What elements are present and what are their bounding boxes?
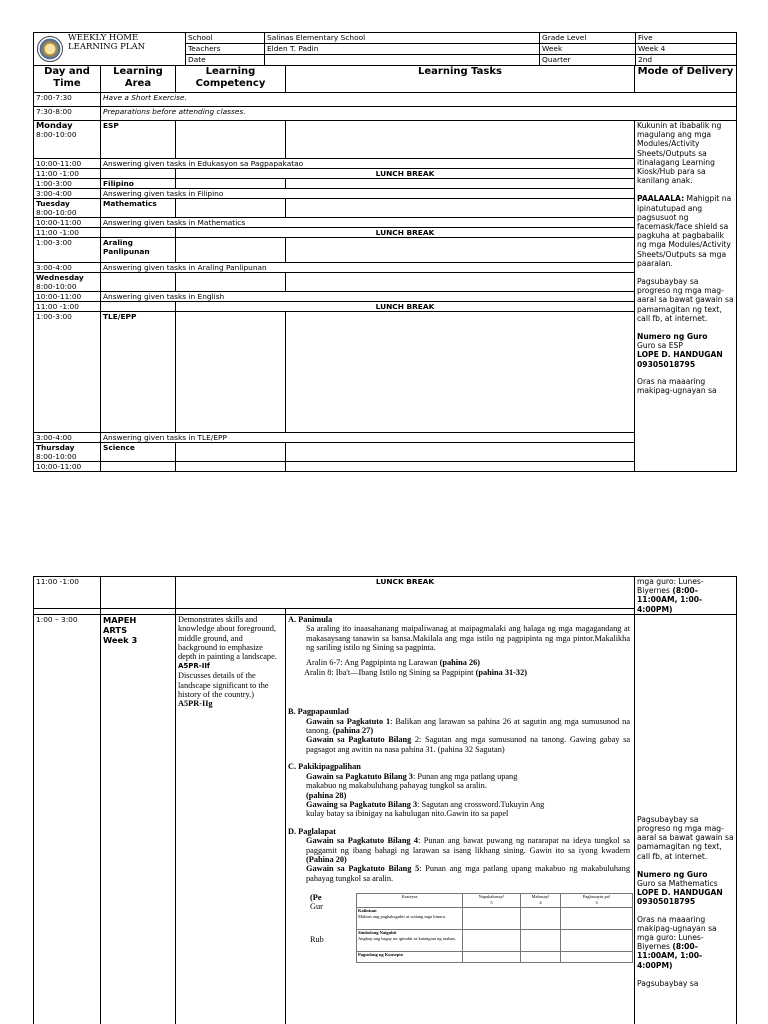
time-cell: 3:00-4:00 xyxy=(34,433,101,443)
task-text: Answering given tasks in Mathematics xyxy=(101,218,635,228)
weekly-plan-page-1 xyxy=(33,32,736,510)
time-cell: 1:00-3:00 xyxy=(34,179,101,189)
time-cell: 1:00-3:00 xyxy=(34,238,101,263)
header-logo-cell xyxy=(34,33,186,66)
col-area: Learning Area xyxy=(101,66,176,93)
week-label: Week xyxy=(540,44,636,55)
time-cell: 11:00 -1:00 xyxy=(34,169,101,179)
date-label: Date xyxy=(186,55,265,66)
week-value: Week 4 xyxy=(636,44,737,55)
time-cell: 3:00-4:00 xyxy=(34,189,101,199)
mode-of-delivery-cell: Kukunin at ibabalik ng magulang ang mga Modules/Activity Sheets/Outputs sa itinalagang Learning Kiosk/Hub para sa kanilang anak. PAALAALA: Mahigpit na ipinatutupad ang pagsusuot ng facemask/face shield sa pagkuha at pagbabalik ng mga Modules/Activity Sheets/Outputs sa mga paaralan. Pagsubaybay sa progreso ng mga mag-aaral sa bawat gawain sa pamamagitan ng text, call fb, at internet. Numero ng Guro Guro sa ESP LOPE D. HANDUGAN 09305018795 Oras na maaaring makipag-ugnayan sa xyxy=(635,121,737,472)
area-cell: ESP xyxy=(101,121,176,159)
schedule-table-2 xyxy=(33,576,737,1024)
day-cell: Tuesday 8:00-10:00 xyxy=(34,199,101,218)
schedule-table xyxy=(33,65,737,472)
day-cell: Wednesday 8:00-10:00 xyxy=(34,273,101,292)
plan-title: WEEKLY HOME LEARNING PLAN xyxy=(68,33,146,52)
teachers-label: Teachers xyxy=(186,44,265,55)
rubric-table: Krateyra Napakahusay! 5 Mahusay! 4 Paghusayin pa! 3 Kalinisan Malinis ang pagkakaguhit at walang mga binura. Simbolong Naiguhit Angkop ang bagay na iginuhit sa katangian ng tauhan. Pagsulong ng Konsepto xyxy=(356,893,633,963)
lunch-break: LUNCK BREAK xyxy=(176,577,635,609)
lunch-break: LUNCH BREAK xyxy=(176,302,635,312)
task-text: Answering given tasks in English xyxy=(101,292,635,302)
date-value xyxy=(265,55,540,66)
col-tasks: Learning Tasks xyxy=(286,66,635,93)
section-c-heading: C. Pakikipagpalihan xyxy=(288,762,361,772)
time-cell: 7:00-7:30 xyxy=(34,93,101,107)
col-mode: Mode of Delivery xyxy=(635,66,737,93)
task-text: Answering given tasks in Araling Panlipunan xyxy=(101,263,635,273)
grade-value: Five xyxy=(636,33,737,44)
school-value: Salinas Elementary School xyxy=(265,33,540,44)
time-cell: 10:00-11:00 xyxy=(34,462,101,472)
mode-of-delivery-cell-2: Pagsubaybay sa progreso ng mga mag-aaral sa bawat gawain sa pamamagitan ng text, call fb, at internet. Numero ng Guro Guro sa Mathematics LOPE D. HANDUGAN 09305018795 Oras na maaaring makipag-ugnayan sa mga guro: Lunes-Biyernes (8:00-11:00AM, 1:00-4:00PM) Pagsubaybay sa xyxy=(635,614,737,1024)
time-cell: 7:30-8:00 xyxy=(34,107,101,121)
area-cell: MAPEH ARTS Week 3 xyxy=(101,614,176,1024)
time-cell: 10:00-11:00 xyxy=(34,159,101,169)
area-cell: Araling Panlipunan xyxy=(101,238,176,263)
section-d-heading: D. Paglalapat xyxy=(288,826,336,836)
competency-cell: Demonstrates skills and knowledge about foreground, middle ground, and background to emphasize depth in painting a landscape. A5PR-IIf Discusses details of the landscape significant to the history of the country.) A5PR-IIg xyxy=(176,614,286,1024)
competency-cell xyxy=(176,121,286,159)
section-a-heading: A. Panimula xyxy=(288,614,333,624)
time-cell: 1:00-3:00 xyxy=(34,312,101,433)
grade-label: Grade Level xyxy=(540,33,636,44)
time-cell: 1:00 – 3:00 xyxy=(34,614,101,1024)
col-competency: Learning Competency xyxy=(176,66,286,93)
weekly-plan-page-2 xyxy=(33,576,736,1024)
mode-of-delivery-top: mga guro: Lunes-Biyernes (8:00-11:00AM, 1:00-4:00PM) xyxy=(635,577,737,615)
school-label: School xyxy=(186,33,265,44)
header-info-table xyxy=(33,32,737,66)
quarter-value: 2nd xyxy=(636,55,737,66)
col-day-time: Day and Time xyxy=(34,66,101,93)
section-b-heading: B. Pagpapaunlad xyxy=(288,707,349,717)
task-text: Answering given tasks in TLE/EPP xyxy=(101,433,635,443)
task-text: Preparations before attending classes. xyxy=(101,107,737,121)
day-cell: Monday 8:00-10:00 xyxy=(34,121,101,159)
lunch-break: LUNCH BREAK xyxy=(176,228,635,238)
area-cell: TLE/EPP xyxy=(101,312,176,433)
area-cell: Mathematics xyxy=(101,199,176,218)
learning-tasks-cell: A. Panimula Sa araling ito inaasahanang maipaliwanag at maipagmalaki ang halaga ng mga magagandang at makasaysang tanawin sa bansa.Makilala ang mga istilo ng pagpipinta ng mga pintor.Makalikha ng sariling istilo ng Sining sa pagpinta. Aralin 6-7: Ang Pagpipinta ng Larawan (pahina 26) Aralin 8: Iba't—Ibang Istilo ng Sining sa Pagpipint (pahina 31-32) B. Pagpapaunlad Gawain sa Pagkatuto 1: Balikan ang larawan sa pahina 26 at sagutin ang mga sumusunod na tanong. (pahina 27) Gawain sa Pagkatuto Bilang 2: Sagutan ang mga sumusunod na tanong. Gawing gabay sa pagsagot ang awitin na nasa pahina 31. (pahina 32 Sagutan) C. Pakikipagpalihan Gawain sa Pagkatuto Bilang 3: Punan ang mga patlang upang makabuo ng makabuluhang pahayag tungkol sa aralin. (pahina 28) Gawaing sa Pagkatuto Bilang 3: Sagutan ang crossword.Tukuyin Ang kulay batay sa ibinigay na kahulugan nito.Gawin ito sa papel D. Paglalapat Gawain sa Pagkatuto Bilang 4: Punan ang bawat puwang ng nararapat na ideya tungkol sa paggamit ng ibang bahagi ng larawan sa isang likhang sining. Gawin ito sa iyong kwadern (Pahina 20) Gawain sa Pagkatuto Bilang 5: Punan ang mga patlang upang makabuo ng makabuluhang pahayag tungkol sa aralin. (Pe Gur Rub Krateyra Napakahusay! 5 Mahusay! 4 Paghusayin pa! 3 Kalinisan Malinis ang pagkakaguhit at walang mga binura. Simbolong Naiguhit Angkop ang bagay na iginuhit sa katangian ng tauhan. Pagsulong ng Konsepto xyxy=(286,614,635,1024)
rubric-area: (Pe Gur Rub Krateyra Napakahusay! 5 Mahusay! 4 Paghusayin pa! 3 Kalinisan Malinis ang pagkakaguhit at walang mga binura. Simbolong Naiguhit Angkop ang bagay na iginuhit sa katangian ng tauhan. Pagsulong ng Konsepto xyxy=(288,893,630,963)
area-cell: Filipino xyxy=(101,179,176,189)
time-cell: 11:00 -1:00 xyxy=(34,577,101,609)
time-cell: 10:00-11:00 xyxy=(34,218,101,228)
lunch-break: LUNCH BREAK xyxy=(176,169,635,179)
deped-seal-icon xyxy=(37,36,63,62)
time-cell: 10:00-11:00 xyxy=(34,292,101,302)
task-text: Answering given tasks in Filipino xyxy=(101,189,635,199)
task-text: Have a Short Exercise. xyxy=(101,93,737,107)
area-cell: Science xyxy=(101,443,176,462)
day-cell: Thursday 8:00-10:00 xyxy=(34,443,101,462)
teachers-value: Elden T. Padin xyxy=(265,44,540,55)
quarter-label: Quarter xyxy=(540,55,636,66)
time-cell: 11:00 -1:00 xyxy=(34,302,101,312)
task-text: Answering given tasks in Edukasyon sa Pagpapakatao xyxy=(101,159,635,169)
time-cell: 3:00-4:00 xyxy=(34,263,101,273)
tasks-cell xyxy=(286,121,635,159)
time-cell: 11:00 -1:00 xyxy=(34,228,101,238)
